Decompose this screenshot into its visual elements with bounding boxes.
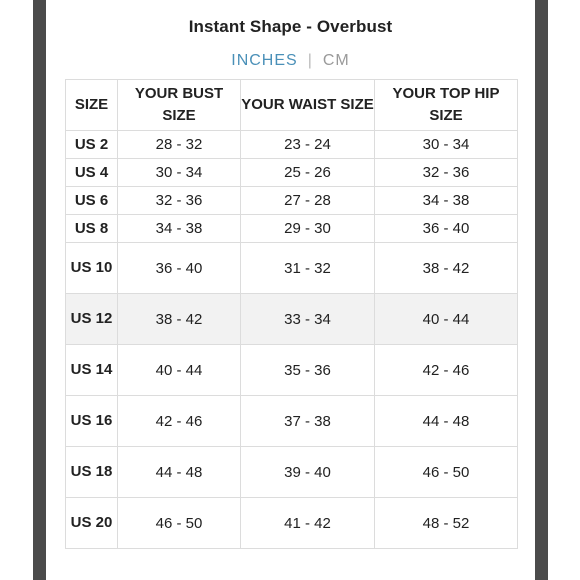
- left-border-bar: [33, 0, 46, 580]
- cell-bust: 40 - 44: [118, 345, 241, 396]
- table-row: [66, 396, 518, 447]
- cell-size: US 12: [66, 294, 118, 345]
- cell-size: US 8: [66, 215, 118, 243]
- cell-hip: 30 - 34: [375, 131, 518, 159]
- cell-bust: 30 - 34: [118, 159, 241, 187]
- cell-size: US 4: [66, 159, 118, 187]
- cell-bust: 42 - 46: [118, 396, 241, 447]
- cell-waist: 29 - 30: [241, 215, 375, 243]
- cell-waist: 33 - 34: [241, 294, 375, 345]
- size-table: [65, 79, 518, 549]
- unit-cm-tab[interactable]: CM: [322, 52, 350, 69]
- table-row: [66, 294, 518, 345]
- cell-bust: 38 - 42: [118, 294, 241, 345]
- cell-bust: 44 - 48: [118, 447, 241, 498]
- cell-waist: 35 - 36: [241, 345, 375, 396]
- chart-title: Instant Shape - Overbust: [188, 17, 393, 36]
- unit-separator: |: [307, 52, 313, 69]
- unit-inches-tab[interactable]: INCHES: [231, 52, 298, 69]
- table-row: [66, 447, 518, 498]
- cell-waist: 31 - 32: [241, 243, 375, 294]
- cell-hip: 42 - 46: [375, 345, 518, 396]
- cell-hip: 38 - 42: [375, 243, 518, 294]
- header-waist: YOUR WAIST SIZE: [241, 80, 375, 131]
- cell-waist: 27 - 28: [241, 187, 375, 215]
- table-row: [66, 131, 518, 159]
- header-hip: YOUR TOP HIP SIZE: [375, 80, 518, 131]
- cell-bust: 34 - 38: [118, 215, 241, 243]
- table-row: [66, 187, 518, 215]
- cell-size: US 18: [66, 447, 118, 498]
- cell-size: US 6: [66, 187, 118, 215]
- cell-hip: 40 - 44: [375, 294, 518, 345]
- cell-hip: 36 - 40: [375, 215, 518, 243]
- cell-waist: 37 - 38: [241, 396, 375, 447]
- cell-waist: 41 - 42: [241, 498, 375, 549]
- cell-waist: 23 - 24: [241, 131, 375, 159]
- header-bust: YOUR BUST SIZE: [118, 80, 241, 131]
- cell-bust: 32 - 36: [118, 187, 241, 215]
- cell-size: US 10: [66, 243, 118, 294]
- cell-hip: 48 - 52: [375, 498, 518, 549]
- cell-waist: 39 - 40: [241, 447, 375, 498]
- cell-size: US 16: [66, 396, 118, 447]
- table-row: [66, 243, 518, 294]
- table-row: [66, 498, 518, 549]
- cell-hip: 46 - 50: [375, 447, 518, 498]
- cell-waist: 25 - 26: [241, 159, 375, 187]
- cell-hip: 44 - 48: [375, 396, 518, 447]
- size-chart-panel: [46, 0, 535, 580]
- table-row: [66, 345, 518, 396]
- cell-hip: 34 - 38: [375, 187, 518, 215]
- cell-hip: 32 - 36: [375, 159, 518, 187]
- cell-size: US 2: [66, 131, 118, 159]
- cell-bust: 46 - 50: [118, 498, 241, 549]
- header-size: SIZE: [66, 80, 118, 131]
- right-border-bar: [535, 0, 548, 580]
- cell-size: US 14: [66, 345, 118, 396]
- cell-size: US 20: [66, 498, 118, 549]
- cell-bust: 36 - 40: [118, 243, 241, 294]
- table-header-row: [66, 80, 518, 131]
- cell-bust: 28 - 32: [118, 131, 241, 159]
- table-row: [66, 215, 518, 243]
- table-row: [66, 159, 518, 187]
- unit-toggle: [46, 52, 535, 70]
